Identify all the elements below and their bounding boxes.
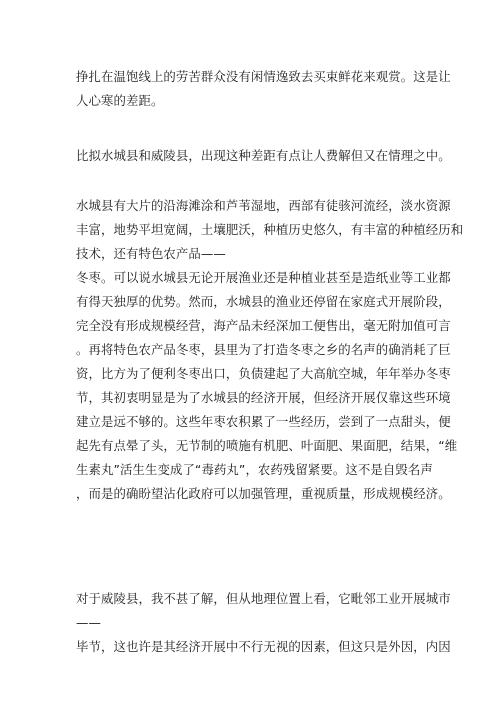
paragraph-4-line-2: —— xyxy=(76,615,101,630)
paragraph-3-line-12: 生素丸”活生生变成了“毒药丸”，农药残留紧要。这不是自毁名声 xyxy=(76,462,433,477)
paragraph-3-line-1: 水城县有大片的沿海滩涂和芦苇湿地，西部有徒骇河流经，淡水资源 xyxy=(76,198,451,213)
paragraph-4-line-1: 对于威陵县，我不甚了解，但从地理位置上看，它毗邻工业开展城市 xyxy=(76,591,451,606)
paragraph-1-line-1: 挣扎在温饱线上的劳苦群众没有闲情逸致去买束鲜花来观赏。这是让 xyxy=(76,69,451,84)
paragraph-3-line-10: 建立是远不够的。这些年枣农积累了一些经历，尝到了一点甜头，便 xyxy=(76,414,451,429)
paragraph-1-line-2: 人心寒的差距。 xyxy=(76,93,164,108)
paragraph-3-line-2: 丰富，地势平坦宽阔，土壤肥沃，种植历史悠久，有丰富的种植经历和 xyxy=(76,222,464,237)
paragraph-3-line-4: 冬枣。可以说水城县无论开展渔业还是种植业甚至是造纸业等工业都 xyxy=(76,270,451,285)
paragraph-3-line-9: 节，其初衷明显是为了水城县的经济开展，但经济开展仅靠这些环境 xyxy=(76,390,451,405)
paragraph-3-line-11: 起先有点晕了头，无节制的喷施有机肥、叶面肥、果面肥，结果，“维 xyxy=(76,438,458,453)
paragraph-3-line-8: 资，比方为了便利冬枣出口，负债建起了大高航空城，年年举办冬枣 xyxy=(76,366,451,381)
paragraph-4-line-3: 毕节，这也许是其经济开展中不行无视的因素，但这只是外因，内因 xyxy=(76,639,451,654)
paragraph-3-line-3: 技术，还有特色农产品—— xyxy=(76,246,226,261)
paragraph-2-line-1: 比拟水城县和威陵县，出现这种差距有点让人费解但又在情理之中。 xyxy=(76,148,451,163)
paragraph-3-line-7: 。再将特色农产品冬枣，县里为了打造冬枣之乡的名声的确消耗了巨 xyxy=(76,342,451,357)
paragraph-3-line-5: 有得天独厚的优势。然而，水城县的渔业还停留在家庭式开展阶段， xyxy=(76,294,451,309)
paragraph-3-line-6: 完全没有形成规模经营，海产品未经深加工便售出，毫无附加值可言 xyxy=(76,318,451,333)
paragraph-3-line-13: ，而是的确盼望沾化政府可以加强管理，重视质量，形成规模经济。 xyxy=(76,486,451,501)
